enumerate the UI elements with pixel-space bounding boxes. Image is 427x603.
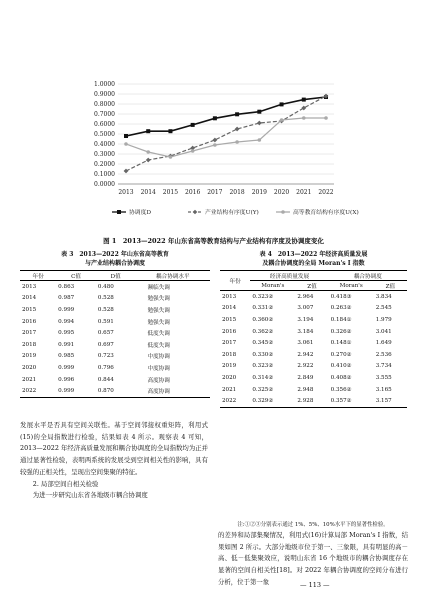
data-point [124,169,129,174]
table3-row [20,327,210,339]
table4-cell: 0.325② [252,386,274,393]
table4-cell: 0.329② [252,398,274,405]
table3-cell: 2021 [22,376,37,383]
table3-cell: 中度协调 [147,365,170,372]
y-tick-label: 0.4000 [94,141,115,148]
table4-cell: 0.410② [330,363,352,370]
table3-row [20,304,210,316]
series-2 [124,94,329,174]
table4-cell: 0.330② [252,351,274,358]
table3 [20,270,210,398]
table3-cell: 勉强失调 [147,296,170,303]
table4-cell: 3.157 [375,398,392,405]
table3-cell: 勉强失调 [147,319,170,326]
data-point [258,138,262,142]
table3-row [20,339,210,351]
table4-cell: 1.649 [375,340,392,347]
x-tick-label: 2013 [118,189,134,196]
table4-cell: 0.326② [330,328,352,335]
table3-cell: 0.870 [97,388,114,395]
table4-group-header: 耦合协调度 [329,271,407,281]
table4-cell: 3.555 [375,374,392,381]
x-tick-label: 2021 [296,189,312,196]
table4 [220,270,407,408]
data-point [124,142,128,146]
table4-note: 注:①②③分别表示通过 1%、5%、10%水平下的显著性检验。 [237,522,389,528]
table4-cell: 2.922 [297,363,314,370]
data-point [257,110,261,114]
table4-cell: 0.270② [330,351,352,358]
table4-row [220,372,407,384]
y-tick-label: 0.2000 [94,161,115,168]
legend-marker [193,210,198,215]
y-tick-label: 0.1000 [94,171,115,178]
table4-group-header: 经济高质量发展 [250,271,328,281]
table4-row [220,337,407,349]
table4-subheader: Z值 [385,283,396,290]
data-point [146,150,150,154]
table4-cell: 3.165 [375,386,392,393]
table3-cell: 低度失调 [147,342,170,349]
table4-row [220,314,407,326]
table4-cell: 2018 [222,351,237,358]
data-point [191,149,195,153]
table3-cell: 0.985 [58,353,75,360]
x-tick-label: 2019 [251,189,267,196]
legend-label: 协调度D [129,210,152,216]
table4-cell: 0.362② [252,328,274,335]
x-tick-label: 2018 [229,189,245,196]
table4-cell: 1.979 [375,316,392,323]
table4-cell: 2.849 [297,374,314,381]
table3-header: 耦合协调水平 [155,273,190,280]
data-point [146,129,150,133]
table4-cell: 0.184① [330,316,352,323]
table4-subheader: Moran's [261,282,285,289]
table3-cell: 高度协调 [147,377,170,384]
table3-block [20,250,210,398]
table3-cell: 0.723 [97,353,114,360]
table4-cell: 2019 [222,363,237,370]
table4-caption-line1: 表 4 2013—2022 年经济高质量发展 [259,251,368,258]
data-point [235,112,239,116]
data-point [257,121,262,126]
table3-cell: 0.999 [58,364,75,371]
y-tick-label: 0.3000 [94,151,115,158]
data-point [324,116,328,120]
table4-cell: 3.061 [297,340,314,347]
body-paragraph: 2. 局部空间自相关检验 [32,479,99,488]
table3-cell: 2020 [22,364,37,371]
table3-row [20,351,210,363]
table3-header: 年份 [32,273,44,280]
legend-marker [117,210,121,214]
data-point [302,116,306,120]
table3-cell: 2018 [22,341,37,348]
table4-subheader: Moran's [339,282,363,289]
page-number: — 113 — [300,581,330,589]
data-point [169,155,173,159]
y-tick-label: 0.5000 [94,131,115,138]
table3-cell: 勉强失调 [147,307,170,314]
data-point [302,98,306,102]
table3-cell: 0.480 [97,283,114,290]
table4-cell: 0.323② [252,293,274,300]
table4-cell: 2022 [222,398,237,405]
table4-cell: 2.948 [297,386,314,393]
table3-header: D值 [110,273,121,280]
table4-caption-line2: 及耦合协调度的全局 Moran's I 指数 [262,260,365,267]
table4-row [220,349,407,361]
table4-subheader: Z值 [307,283,317,290]
table4-cell: 2021 [222,386,237,393]
y-tick-label: 1.0000 [94,81,115,88]
table3-header: C值 [71,273,81,280]
legend-label: 高等教育结构有序度U(X) [293,210,359,216]
table4-cell: 3.041 [375,328,392,335]
table4-cell: 0.360② [252,316,274,323]
table3-cell: 0.987 [58,295,75,302]
table3-cell: 0.528 [97,295,114,302]
table4-row [220,303,407,315]
table3-row [20,316,210,328]
chart-series [124,94,329,174]
body-text-right-column [218,530,408,589]
figure-caption: 图 1 2013—2022 年山东省高等教育结构与产业结构有序度及协调度变化 [103,237,324,245]
table3-cell: 0.995 [58,330,75,337]
data-point [191,123,195,127]
table3-cell: 2015 [22,306,37,313]
data-point [280,102,284,106]
series-line [126,96,326,171]
chart-legend [112,208,359,216]
series-1 [124,95,328,138]
table4-cell: 0.314② [252,374,274,381]
table3-cell: 2014 [22,295,37,302]
table4-cell: 2.942 [297,351,314,358]
table4-cell: 2017 [222,340,237,347]
table4-year-header: 年份 [220,271,250,291]
table3-cell: 2019 [22,353,37,360]
y-tick-label: 0.6000 [94,121,115,128]
table3-cell: 0.994 [58,318,75,325]
y-tick-label: 0.8000 [94,101,115,108]
table4-cell: 0.408② [330,374,352,381]
x-tick-label: 2014 [140,189,156,196]
table3-cell: 0.999 [58,388,75,395]
table3-cell: 0.999 [58,306,75,313]
data-point [235,140,239,144]
table3-cell: 濒临失调 [147,284,170,291]
series-line [126,97,326,136]
table4-cell: 2015 [222,316,237,323]
body-paragraph: 为进一步研究山东省各地级市耦合协调度 [32,491,148,500]
table4-row [220,395,407,407]
table4-cell: 3.834 [375,293,392,300]
table3-row [20,281,210,293]
table4-row [220,291,407,303]
table3-row [20,374,210,386]
data-point [235,127,240,132]
y-tick-label: 0.0000 [94,181,115,188]
x-tick-label: 2017 [207,189,223,196]
table3-cell: 2022 [22,388,37,395]
table4-cell: 2016 [222,328,237,335]
legend-marker [281,210,285,214]
table3-cell: 0.697 [97,341,114,348]
table4-cell: 0.357② [330,398,352,405]
table3-cell: 0.996 [58,376,75,383]
table3-cell: 高度协调 [147,389,170,396]
x-tick-label: 2020 [273,189,290,196]
table4-cell: 2013 [222,293,237,300]
table3-cell: 0.844 [97,376,114,383]
table4-cell: 3.007 [297,305,314,312]
data-point [213,143,217,147]
table4-cell: 2.928 [297,398,314,405]
table4-cell: 3.184 [297,328,314,335]
x-tick-label: 2022 [318,189,334,196]
table3-row [20,385,210,397]
table4-cell: 3.194 [297,316,314,323]
legend-label: 产业结构有序度U(Y) [205,210,259,216]
table4-cell: 3.734 [375,363,392,370]
table3-cell: 0.528 [97,306,114,313]
body-paragraph: 发展水平是否具有空间关联性。基于空间邻接权重矩阵，利用式(15)的全局指数进行检验，结果如表 4 所示。观察表 4 可知，2013—2022 年经济高质量发展和耦合协调度的全局指数均为正并通过显著性检验，表明两系统的发展受到空间相关性的影响，具有较强的正相关性，呈现出空间集聚的特征。 [20,421,208,476]
table3-cell: 2016 [22,318,37,325]
table3-cell: 低度失调 [147,331,170,338]
table4-row [220,361,407,373]
data-point [168,129,172,133]
table4-cell: 0.418③ [330,293,352,300]
coordination-line-chart [0,0,427,232]
data-point [301,106,306,111]
table4-block [220,250,407,408]
table4-row [220,326,407,338]
table4-cell: 2.545 [375,305,392,312]
table4-cell: 0.263② [330,305,352,312]
body-text-left-column [20,420,208,502]
table4-cell: 0.323② [252,363,274,370]
table3-cell: 2013 [22,283,37,290]
table4-cell: 0.356② [330,386,352,393]
table4-cell: 2.536 [375,351,392,358]
table3-row [20,362,210,374]
y-tick-label: 0.7000 [94,111,115,118]
data-point [212,138,217,143]
table3-cell: 中度协调 [147,354,170,361]
table3-cell: 2017 [22,330,37,337]
table4-cell: 2020 [222,374,237,381]
chart-gridlines [118,84,334,184]
table3-caption-line1: 表 3 2013—2022 年山东省高等教育 [61,251,169,258]
data-point [124,134,128,138]
table3-cell: 0.863 [58,283,75,290]
table4-cell: 0.331② [252,305,274,312]
table3-cell: 0.591 [97,318,114,325]
table3-cell: 0.796 [97,364,114,371]
series-3 [124,116,328,159]
table4-cell: 2014 [222,305,237,312]
x-tick-label: 2015 [162,189,179,196]
data-point [213,116,217,120]
body-paragraph: 的差异和局部集聚情况，利用式(16)计算局部 Moran's I 指数，结果如图 2 所示。大部分地级市位于第一、三象限，具有明显的高－高、低－低集聚效应，说明山东省 16 个地级市的耦合协调度存在显著的空间自相关性[18]。对 2022 年耦合协调度的空间分布进行分析，位于第一象 [218,531,408,586]
data-point [146,158,151,163]
data-point [280,118,284,122]
table4-cell: 0.345② [252,340,274,347]
table3-cell: 0.657 [97,330,114,337]
table3-caption [20,250,210,268]
y-tick-label: 0.9000 [94,91,115,98]
table4-caption [220,250,407,268]
table3-row [20,293,210,305]
table4-cell: 2.964 [297,293,314,300]
x-tick-label: 2016 [185,189,201,196]
table3-caption-line2: 与产业结构耦合协调度 [84,260,145,267]
table3-cell: 0.991 [58,341,75,348]
table4-row [220,384,407,396]
table4-cell: 0.148① [330,340,352,347]
